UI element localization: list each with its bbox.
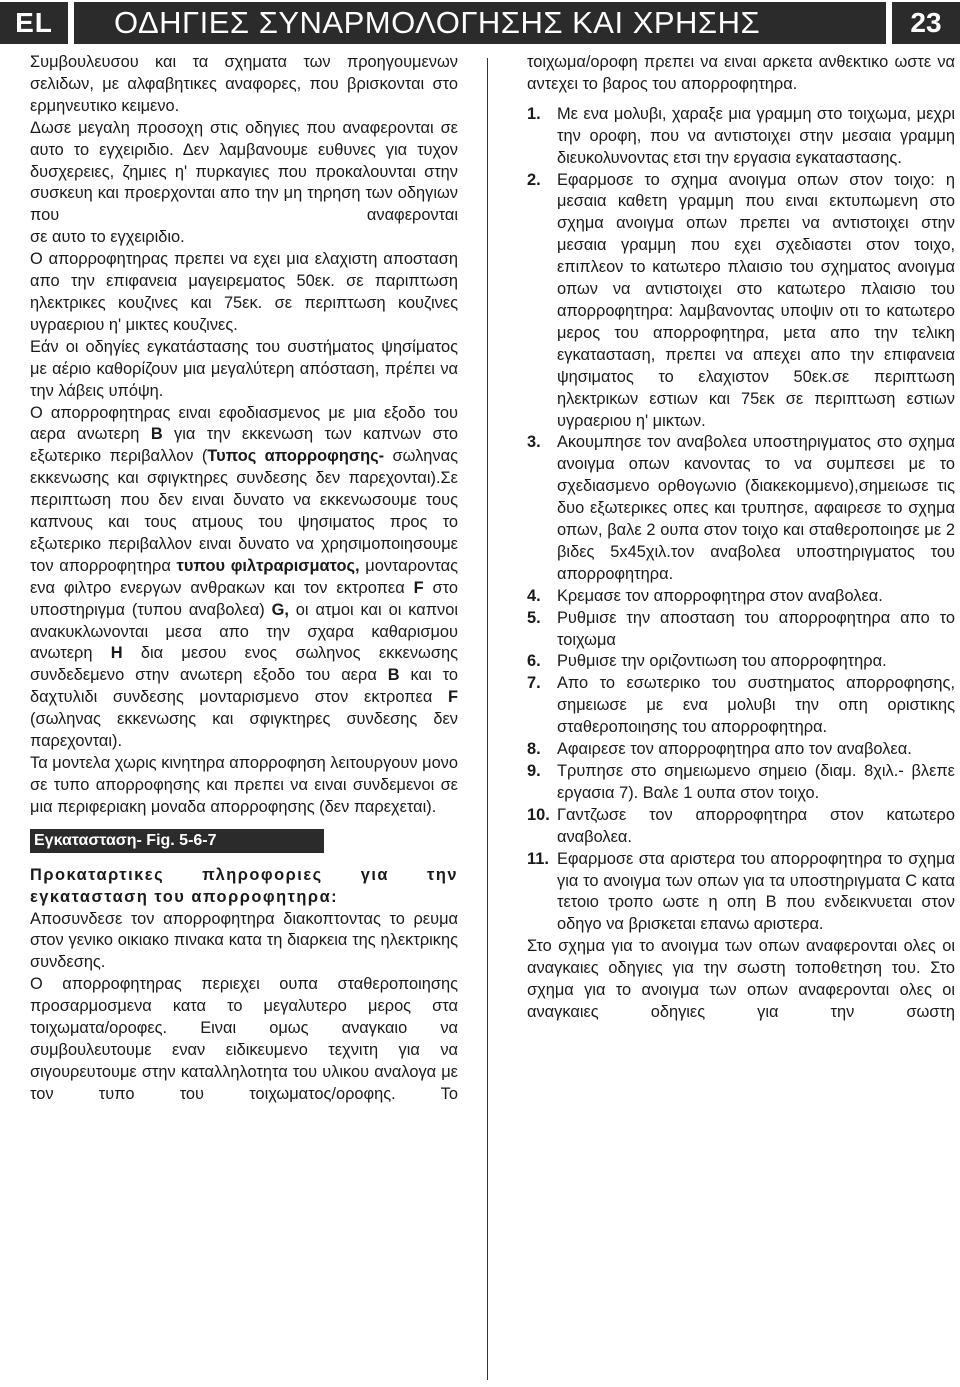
installation-step (527, 170, 955, 433)
step-text: Αφαιρεσε τον απορροφητηρα απο τον αναβολεα. (557, 740, 912, 759)
page-title: ΟΔΗΓΙΕΣ ΣΥΝΑΡΜΟΛΟΓΗΣΗΣ ΚΑΙ ΧΡΗΣΗΣ (74, 2, 886, 44)
step-text: Εφαρμοσε το σχημα ανοιγμα οπων στον τοιχο: η μεσαια καθετη γραμμη που ειναι εκτυπωμενη στο σχημα ανοιγμα οπων πρεπει να αντιστοιχει στην μεσαια γραμμη που εχει σχεδιαστει στον τοιχο, επιπλεον το κατωτερο πλαισιο του σχηματος ανοιγμα οπων να αντιστοιχει στο κατωτερο πλαισιο του απορροφητηρα: λαμβανοντας υποψιν οτι το κατωτερο μερος του απορροφητηρα, μετα απο την τελικη εγκατασταση, πρεπει να απεχει απο την επιφανεια ψησιματος το ελαχιστον 50εκ.σε περιπτωση ηλεκτρικων εστιων και 75εκ σε περιπτωση εστιων υγραεριου η' μικτων. (557, 170, 955, 430)
step-text: Εφαρμοσε στα αριστερα του απορροφητηρα το σχημα για το ανοιγμα των οπων για τα υποστηριγματα C κατα τετοιο τροπο ωστε η οπη B που ενδεικνυεται στον οδηγο να βρισκεται επανω αριστερα. (557, 849, 955, 934)
right-column (527, 52, 955, 1024)
installation-step (527, 586, 955, 608)
paragraph-exhaust: Ο απορροφητηρας ειναι εφοδιασμενος με μια εξοδο του αερα ανωτερη B για την εκκενωση των καπνων στο εξωτερικο περιβαλλον (Τυπος απορροφησης- σωληνας εκκενωσης και σφιγκτηρες συνδεσης δεν παρεχονται).Σε περιπτωση που δεν ειναι δυνατο να εκκενωσουμε τους καπνους και τους ατμους του ψησιματος προς το εξωτερικο περιβαλλον ειναι δυνατο να χρησιμοποιησουμε τον απορροφητηρα τυπου φιλτραρισματος, μονταροντας ενα φιλτρο ενεργων ανθρακων και τον εκτροπεα F στο υποστηριγμα (τυπου αναβολεα) G, οι ατμοι και οι καπνοι ανακυκλωνονται μεσα απο την σχαρα καθαρισμου ανωτερη H δια μεσου ενος σωληνος εκκενωσης συνδεδεμενο στην ανωτερη εξοδο του αερα B και το δαχτυλιδι συνδεσης μονταρισμενο στον εκτροπεα F (σωληνας εκκενωσης και σφιγκτηρες συνδεσης δεν παρεχονται). (30, 403, 459, 751)
paragraph-distance: Ο απορροφητηρας πρεπει να εχει μια ελαχιστη αποσταση απο την επιφανεια μαγειρεματος 50εκ. σε παριπτωση ηλεκτρικες κουζινες και 75εκ. σε περιπτωση κουζινες υγραεριου η' μικτες κουζινες. (30, 250, 458, 334)
paragraph-wall-strength: τοιχωμα/οροφη πρεπει να ειναι αρκετα ανθεκτικο ωστε να αντεχει το βαρος του απορροφητηρα. (527, 53, 955, 93)
installation-step (527, 432, 955, 585)
step-text: Ρυθμισε την οριζοντιωση του απορροφητηρα. (557, 652, 887, 671)
paragraph-warning: Δωσε μεγαλη προσοχη στις οδηγιες που αναφερονται σε αυτο το εγχειριδιο. Δεν λαμβανουμε ευθυνες για τυχον δυσχερειες, ζημιες η' πυρκαγιες που προκαλουνται στην συσκευη και προερχονται απο την μη τηρηση των οδηγιων που αναφερονται (30, 118, 458, 225)
step-text: Ρυθμισε την αποσταση του απορροφητηρα απο το τοιχωμα (557, 608, 955, 649)
paragraph-gas-instructions: Εάν οι οδηγίες εγκατάστασης του συστήματος ψησίματος με αέριο καθορίζουν μια μεγαλύτερη απόσταση, πρέπει να την λάβεις υπόψη. (30, 337, 458, 400)
step-number: 8. (527, 740, 541, 759)
step-number: 4. (527, 586, 541, 605)
installation-step (527, 651, 955, 673)
step-number: 5. (527, 608, 541, 627)
installation-steps (527, 104, 955, 936)
paragraph-warning-end: σε αυτο το εγχειριδιο. (30, 228, 185, 247)
paragraph-motorless: Τα μοντελα χωρις κινητηρα απορροφηση λειτουργουν μονο σε τυπο απορροφησης και πρεπει να ειναι συνδεμενοι σε μια περιφεριακη μοναδα απορροφησης (δεν παρεχεται). (30, 754, 458, 816)
step-number: 9. (527, 762, 541, 780)
installation-step (527, 849, 955, 937)
step-number: 6. (527, 652, 541, 671)
step-number: 11. (527, 849, 549, 868)
installation-step (527, 739, 955, 761)
installation-step (527, 761, 955, 805)
installation-step (527, 805, 955, 849)
paragraph-wall-plugs: Ο απορροφητηρας περιεχει ουπα σταθεροποιησης προσαρμοσμενα κατα το μεγαλυτερο μερος στα τοιχωματα/οροφες. Ειναι ομως αναγκαιο να συμβουλευτουμε εναν ειδικευμενο τεχνιτη για να σιγουρευτουμε στην καταλληλοτητα του υλικου αναλογα με τον τυπο του τοιχωματος/οροφης. Το (30, 975, 458, 1103)
step-text: Γαντζωσε τον απορροφητηρα στον κατωτερο αναβολεα. (557, 805, 955, 846)
left-column (30, 52, 458, 1106)
step-text: Κρεμασε τον απορροφητηρα στον αναβολεα. (557, 586, 883, 605)
column-divider (487, 58, 488, 1380)
installation-step (527, 104, 955, 170)
step-number: 10. (527, 805, 550, 824)
language-badge: EL (0, 2, 68, 44)
step-text: Απο το εσωτερικο του συστηματος απορροφησης, σημειωσε με ενα μολυβι την οπη οριστικης σταθεροποιησης του απορροφητηρα. (557, 674, 955, 737)
paragraph-disconnect: Αποσυνδεσε τον απορροφητηρα διακοπτοντας το ρευμα στον γενικο οικιακο πινακα κατα τη διαρκεια της ηλεκτρικης συνδεσης. (30, 909, 458, 972)
step-text: Τρυπησε στο σημειωμενο σημειο (διαμ. 8χιλ.- βλεπε εργασια 7). Βαλε 1 ουπα στον τοιχο. (557, 762, 955, 802)
paragraph-template-info: Στο σχημα για το ανοιγμα των οπων αναφερονται ολες οι αναγκαιες οδηγιες για την σωστη τοποθετηση του. Στο σχημα για το ανοιγμα των οπων αναφερονται ολες οι αναγκαιες οδηγιες για την σωστη (527, 937, 955, 1021)
installation-step (527, 608, 955, 652)
installation-step (527, 673, 955, 739)
step-number: 2. (527, 170, 541, 189)
step-number: 7. (527, 674, 541, 693)
paragraph-reference: Συμβουλευσου και τα σχηματα των προηγουμενων σελιδων, με αλφαβητικες αναφορες, που βρισκονται στο ερμηνευτικο κειμενο. (30, 53, 458, 115)
step-text: Με ενα μολυβι, χαραξε μια γραμμη στο τοιχωμα, μεχρι την οροφη, που να αντιστοιχει στην μεσαια γραμμη διευκολυνοντας ετσι την εργασια εγκαταστασης. (557, 104, 955, 167)
step-text: Ακουμπησε τον αναβολεα υποστηριγματος στο σχημα ανοιγμα οπων κανοντας το να συμπεσει με το σχεδιασμενο ορθογωνιο (διακεκομμενο),σημειωσε τις δυο εξωτερικες οπες και τρυπησε, αφαιρεσε το σχημα οπων, βαλε 2 ουπα στον τοιχο και σταθεροποιησε με 2 βιδες 5x45χιλ.τον αναβολεα υποστηριγματος του απορροφητηρα. (557, 433, 955, 583)
section-heading-preliminary: Προκαταρτικες πληροφοριες για την εγκατασταση του απορροφητηρα: (30, 865, 458, 906)
page-number: 23 (892, 2, 960, 44)
page-header (0, 0, 960, 46)
section-title-installation: Εγκατασταση- Fig. 5-6-7 (30, 829, 324, 853)
step-number: 3. (527, 433, 541, 452)
step-number: 1. (527, 104, 541, 123)
